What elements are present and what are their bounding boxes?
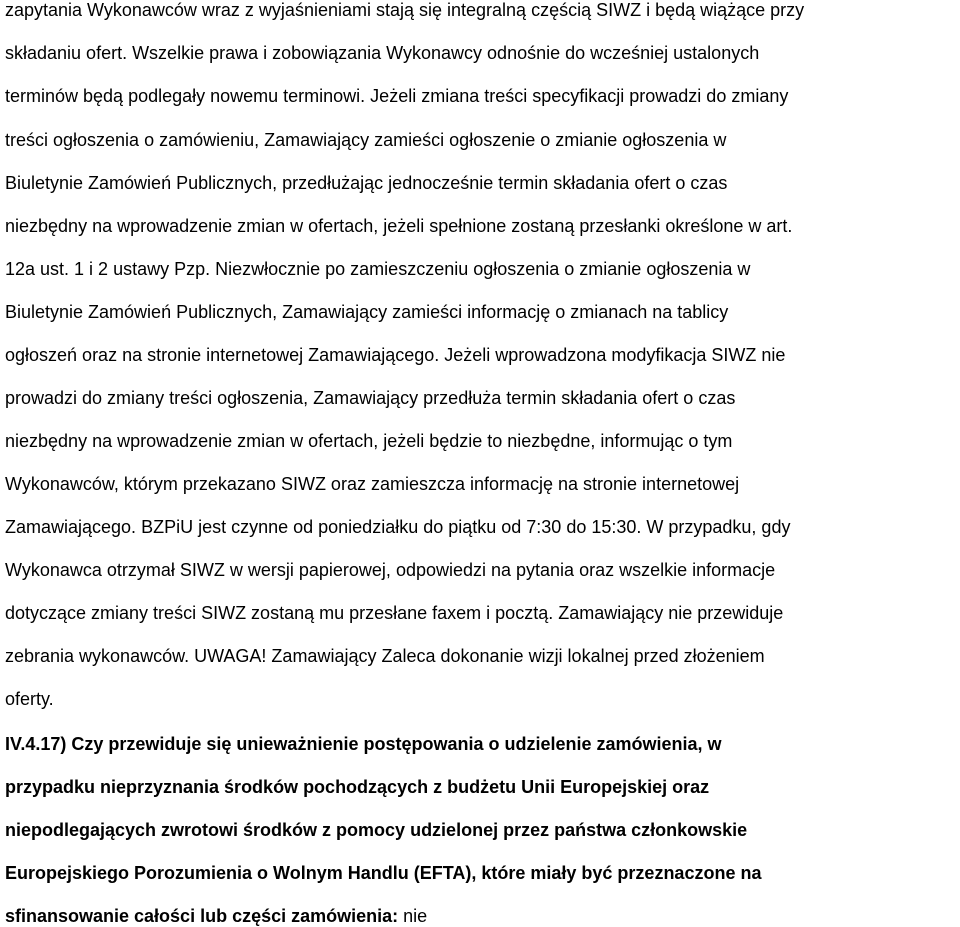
text-line xyxy=(5,85,788,107)
body-text: ogłoszeń oraz na stronie internetowej Zamawiającego. Jeżeli wprowadzona modyfikacja SIWZ nie xyxy=(5,345,786,365)
text-line xyxy=(5,776,709,798)
bold-text: IV.4.17) Czy przewiduje się unieważnienie postępowania o udzielenie zamówienia, w xyxy=(5,734,722,754)
body-text: Wykonawca otrzymał SIWZ w wersji papierowej, odpowiedzi na pytania oraz wszelkie informacje xyxy=(5,560,776,580)
text-line xyxy=(5,430,732,452)
text-line xyxy=(5,301,728,323)
bold-text: Europejskiego Porozumienia o Wolnym Handlu (EFTA), które miały być przeznaczone na xyxy=(5,863,762,883)
body-text: Biuletynie Zamówień Publicznych, przedłużając jednocześnie termin składania ofert o czas xyxy=(5,173,728,193)
body-text: 12a ust. 1 i 2 ustawy Pzp. Niezwłocznie po zamieszczeniu ogłoszenia o zmianie ogłoszenia w xyxy=(5,259,751,279)
text-line xyxy=(5,688,54,710)
text-line xyxy=(5,344,785,366)
text-line xyxy=(5,819,747,841)
text-line xyxy=(5,215,792,237)
body-text: treści ogłoszenia o zamówieniu, Zamawiający zamieści ogłoszenie o zmianie ogłoszenia w xyxy=(5,130,727,150)
text-line xyxy=(5,602,783,624)
bold-text: przypadku nieprzyznania środków pochodzących z budżetu Unii Europejskiej oraz xyxy=(5,777,710,797)
bold-text: sfinansowanie całości lub części zamówienia: xyxy=(5,906,399,926)
text-line xyxy=(5,0,804,21)
body-text: składaniu ofert. Wszelkie prawa i zobowiązania Wykonawcy odnośnie do wcześniej ustalonych xyxy=(5,43,760,63)
text-line xyxy=(5,473,739,495)
body-text: oferty. xyxy=(5,689,54,709)
text-line xyxy=(5,258,750,280)
body-text: niezbędny na wprowadzenie zmian w ofertach, jeżeli spełnione zostaną przesłanki określone w art. xyxy=(5,216,793,236)
body-text: nie xyxy=(398,906,428,926)
text-line xyxy=(5,42,759,64)
body-text: terminów będą podlegały nowemu terminowi. Jeżeli zmiana treści specyfikacji prowadzi do zmiany xyxy=(5,86,789,106)
text-line xyxy=(5,387,735,409)
text-line xyxy=(5,862,761,884)
body-text: Wykonawców, którym przekazano SIWZ oraz zamieszcza informację na stronie internetowej xyxy=(5,474,740,494)
text-line xyxy=(5,172,727,194)
text-line xyxy=(5,733,722,755)
text-line xyxy=(5,559,775,581)
text-line xyxy=(5,905,427,927)
body-text: niezbędny na wprowadzenie zmian w ofertach, jeżeli będzie to niezbędne, informując o tym xyxy=(5,431,733,451)
text-line xyxy=(5,516,790,538)
text-line xyxy=(5,645,765,667)
body-text: prowadzi do zmiany treści ogłoszenia, Zamawiający przedłuża termin składania ofert o czas xyxy=(5,388,736,408)
body-text: zebrania wykonawców. UWAGA! Zamawiający Zaleca dokonanie wizji lokalnej przed złożeniem xyxy=(5,646,765,666)
body-text: dotyczące zmiany treści SIWZ zostaną mu przesłane faxem i pocztą. Zamawiający nie przewiduje xyxy=(5,603,784,623)
bold-text: niepodlegających zwrotowi środków z pomocy udzielonej przez państwa członkowskie xyxy=(5,820,748,840)
text-line xyxy=(5,129,726,151)
body-text: zapytania Wykonawców wraz z wyjaśnieniami stają się integralną częścią SIWZ i będą wiążące przy xyxy=(5,0,805,20)
body-text: Biuletynie Zamówień Publicznych, Zamawiający zamieści informację o zmianach na tablicy xyxy=(5,302,729,322)
body-text: Zamawiającego. BZPiU jest czynne od poniedziałku do piątku od 7:30 do 15:30. W przypadku, gdy xyxy=(5,517,791,537)
